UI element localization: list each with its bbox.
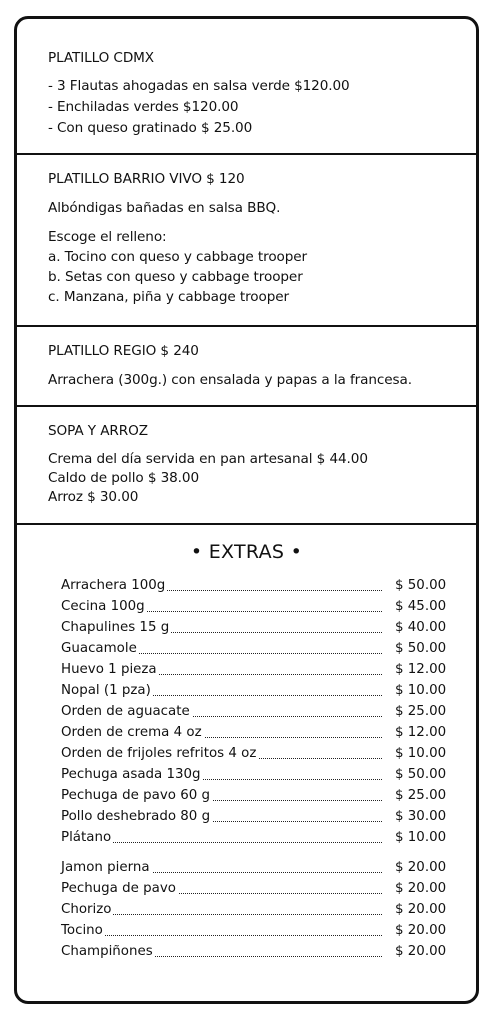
extra-name: Champiñones [61, 944, 153, 959]
menu-line: Albóndigas bañadas en salsa BBQ. [48, 200, 281, 216]
extra-price: $ 50.00 [395, 767, 447, 782]
menu-line: b. Setas con queso y cabbage trooper [48, 269, 303, 285]
extra-name: Pollo deshebrado 80 g [61, 809, 211, 824]
section-platillo-barrio-vivo [17, 155, 476, 327]
extra-price: $ 30.00 [395, 809, 447, 824]
extra-name: Orden de aguacate [61, 704, 190, 719]
extra-name: Orden de frijoles refritos 4 oz [61, 746, 257, 761]
menu-line: Crema del día servida en pan artesanal $ 44.00 [48, 451, 368, 467]
extra-name: Jamon pierna [61, 860, 150, 875]
extra-price: $ 20.00 [395, 881, 447, 896]
extra-name: Plátano [61, 830, 112, 845]
extra-item [61, 619, 451, 637]
extra-price: $ 10.00 [395, 683, 447, 698]
extra-name: Chapulines 15 g [61, 620, 170, 635]
extra-price: $ 40.00 [395, 620, 447, 635]
section-heading: PLATILLO CDMX [48, 50, 155, 66]
extra-price: $ 20.00 [395, 860, 447, 875]
extra-item [61, 859, 451, 877]
extra-price: $ 20.00 [395, 944, 447, 959]
extra-name: Arrachera 100g [61, 578, 166, 593]
section-platillo-regio [17, 327, 476, 407]
extra-item [61, 766, 451, 784]
extra-price: $ 50.00 [395, 578, 447, 593]
extra-price: $ 10.00 [395, 830, 447, 845]
extra-name: Guacamole [61, 641, 137, 656]
extra-item [61, 922, 451, 940]
extra-name: Pechuga de pavo 60 g [61, 788, 211, 803]
section-sopa-y-arroz [17, 407, 476, 525]
extra-name: Pechuga asada 130g [61, 767, 201, 782]
extra-item [61, 661, 451, 679]
extra-item [61, 808, 451, 826]
extra-item [61, 577, 451, 595]
extra-price: $ 10.00 [395, 746, 447, 761]
extra-item [61, 598, 451, 616]
extra-item [61, 724, 451, 742]
extra-name: Orden de crema 4 oz [61, 725, 202, 740]
menu-line: Arrachera (300g.) con ensalada y papas a la francesa. [48, 372, 412, 388]
extra-name: Pechuga de pavo [61, 881, 176, 896]
extra-item [61, 901, 451, 919]
extra-price: $ 45.00 [395, 599, 447, 614]
section-heading: PLATILLO REGIO $ 240 [48, 343, 199, 359]
extra-item [61, 745, 451, 763]
extra-name: Nopal (1 pza) [61, 683, 151, 698]
extra-item [61, 829, 451, 847]
menu-line: c. Manzana, piña y cabbage trooper [48, 289, 290, 305]
menu-line: Caldo de pollo $ 38.00 [48, 470, 200, 486]
extra-price: $ 20.00 [395, 902, 447, 917]
section-heading: PLATILLO BARRIO VIVO $ 120 [48, 171, 245, 187]
extra-item [61, 703, 451, 721]
extra-item [61, 682, 451, 700]
extra-price: $ 12.00 [395, 662, 447, 677]
extra-item [61, 787, 451, 805]
extra-price: $ 25.00 [395, 788, 447, 803]
extra-name: Cecina 100g [61, 599, 145, 614]
extra-price: $ 20.00 [395, 923, 447, 938]
extra-item [61, 640, 451, 658]
section-platillo-cdmx [17, 19, 476, 155]
menu-line: Escoge el relleno: [48, 229, 167, 245]
menu-line: Arroz $ 30.00 [48, 489, 139, 505]
menu-line: a. Tocino con queso y cabbage trooper [48, 249, 308, 265]
extra-item [61, 943, 451, 961]
menu-line: - Con queso gratinado $ 25.00 [48, 120, 253, 136]
extras-title: • EXTRAS • [190, 541, 303, 563]
extra-price: $ 50.00 [395, 641, 447, 656]
extra-price: $ 25.00 [395, 704, 447, 719]
menu-line: - Enchiladas verdes $120.00 [48, 99, 239, 115]
extra-name: Huevo 1 pieza [61, 662, 157, 677]
section-heading: SOPA Y ARROZ [48, 423, 148, 439]
menu-line: - 3 Flautas ahogadas en salsa verde $120.00 [48, 78, 350, 94]
extra-name: Tocino [61, 923, 103, 938]
extra-price: $ 12.00 [395, 725, 447, 740]
extra-item [61, 880, 451, 898]
menu-card [14, 16, 479, 1004]
dot-leader [61, 935, 382, 936]
extra-name: Chorizo [61, 902, 112, 917]
